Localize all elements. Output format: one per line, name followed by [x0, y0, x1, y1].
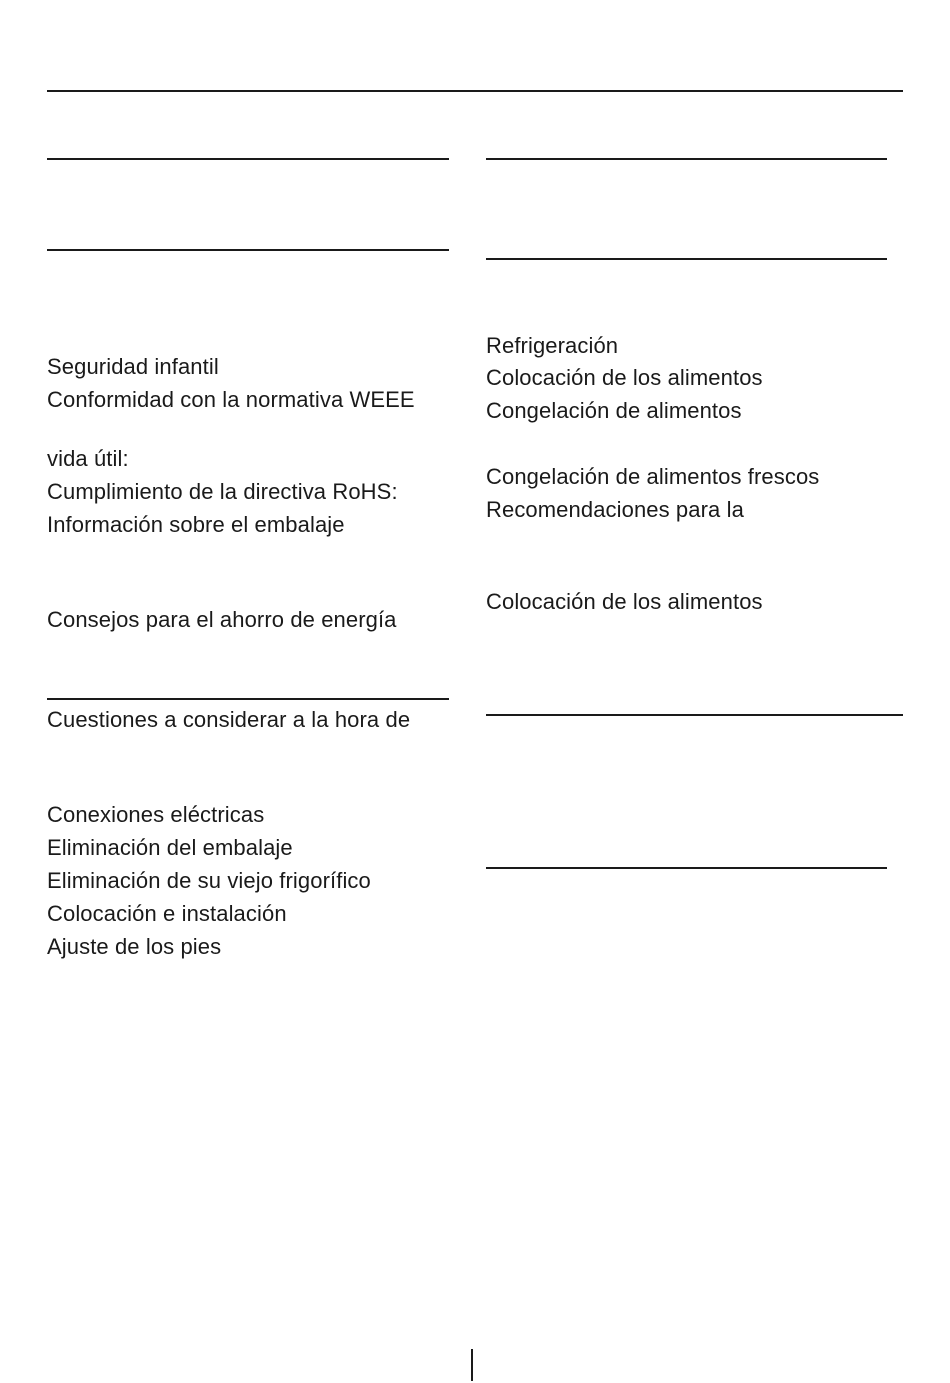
toc-entry: Eliminación de su viejo frigorífico [47, 868, 371, 893]
right-section-divider [486, 867, 887, 869]
toc-entry: Congelación de alimentos [486, 398, 742, 423]
toc-entry: Congelación de alimentos frescos [486, 464, 820, 489]
toc-entry: Eliminación del embalaje [47, 835, 293, 860]
toc-entry: Cumplimiento de la directiva RoHS: [47, 479, 398, 504]
toc-entry: Seguridad infantil [47, 354, 219, 379]
toc-entry: Colocación e instalación [47, 901, 287, 926]
toc-entry: Colocación de los alimentos [486, 365, 763, 390]
toc-entry: Colocación de los alimentos [486, 589, 763, 614]
left-section-divider [47, 249, 449, 251]
top-divider [47, 90, 903, 92]
left-section-divider [47, 158, 449, 160]
page-marker-line [471, 1349, 473, 1381]
toc-entry: Ajuste de los pies [47, 934, 222, 959]
toc-entry: Recomendaciones para la [486, 497, 744, 522]
right-section-divider [486, 258, 887, 260]
left-section-divider [47, 698, 449, 700]
right-section-divider [486, 158, 887, 160]
toc-entry: Consejos para el ahorro de energía [47, 607, 397, 632]
toc-entry: Conformidad con la normativa WEEE [47, 387, 415, 412]
toc-entry: Información sobre el embalaje [47, 512, 345, 537]
right-section-divider [486, 714, 903, 716]
toc-entry: vida útil: [47, 446, 129, 471]
toc-entry: Cuestiones a considerar a la hora de [47, 707, 411, 732]
toc-entry: Conexiones eléctricas [47, 802, 265, 827]
toc-entry: Refrigeración [486, 333, 619, 358]
